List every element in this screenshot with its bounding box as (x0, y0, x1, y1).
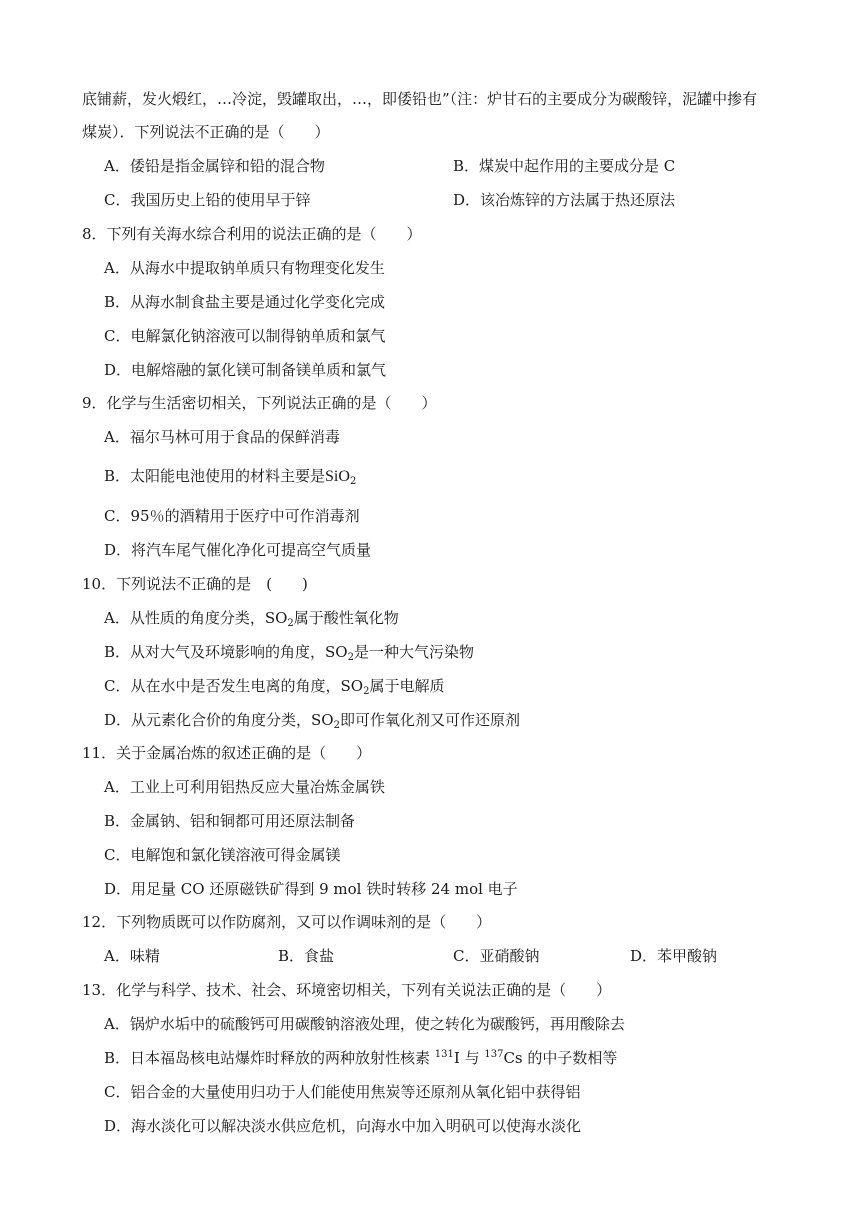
q13-option-b (104, 1048, 617, 1068)
q7-option-d: D．该冶炼锌的方法属于热还原法 (453, 191, 676, 209)
q11-option-a: A．工业上可利用铝热反应大量冶炼金属铁 (104, 778, 385, 796)
so2-subscript: 2 (333, 720, 340, 731)
q13-option-a: A．锅炉水垢中的硫酸钙可用碳酸钠溶液处理，使之转化为碳酸钙，再用酸除去 (104, 1015, 625, 1033)
q10-option-d (104, 710, 520, 730)
q9-option-b-text: B．太阳能电池使用的材料主要是 (104, 467, 326, 485)
q10-option-b (104, 642, 474, 662)
so2-subscript: 2 (347, 652, 354, 663)
q9-option-c: C．95％的酒精用于医疗中可作消毒剂 (104, 507, 360, 525)
q13-option-b-rest: Cs 的中子数相等 (503, 1049, 618, 1067)
q9-option-b (104, 466, 356, 486)
q7-option-c: C．我国历史上铅的使用早于锌 (104, 191, 311, 209)
q13-option-c: C．铝合金的大量使用归功于人们能使用焦炭等还原剂从氧化铝中获得铝 (104, 1083, 581, 1101)
q11-option-b: B．金属钠、铝和铜都可用还原法制备 (104, 812, 356, 830)
q10-option-a-rest: 属于酸性氧化物 (293, 609, 399, 627)
iodine-mass-number: 131 (434, 1049, 454, 1060)
q10-option-b-rest: 是一种大气污染物 (353, 643, 474, 661)
q10-option-d-rest: 即可作氧化剂又可作还原剂 (339, 711, 520, 729)
sio2-formula: SiO (325, 468, 350, 485)
q8-option-c: C．电解氯化钠溶液可以制得钠单质和氯气 (104, 327, 386, 345)
q11-option-d: D．用足量 CO 还原磁铁矿得到 9 mol 铁时转移 24 mol 电子 (104, 880, 518, 898)
sio2-subscript: 2 (349, 476, 357, 487)
so2-subscript: 2 (287, 618, 294, 629)
q8-option-d: D．电解熔融的氯化镁可制备镁单质和氯气 (104, 361, 387, 379)
q10-option-c (104, 676, 444, 696)
so2-subscript: 2 (363, 686, 370, 697)
q8-option-a: A．从海水中提取钠单质只有物理变化发生 (104, 259, 385, 277)
q10-option-c-rest: 属于电解质 (369, 677, 445, 695)
q11-option-c: C．电解饱和氯化镁溶液可得金属镁 (104, 846, 341, 864)
q9-option-d: D．将汽车尾气催化净化可提高空气质量 (104, 541, 372, 559)
q10-option-a-text: A．从性质的角度分类，SO (104, 609, 288, 627)
q13-stem: 13．化学与科学、技术、社会、环境密切相关，下列有关说法正确的是（ ） (82, 981, 612, 999)
q7-option-a: A．倭铅是指金属锌和铅的混合物 (104, 157, 325, 175)
q10-option-a (104, 608, 399, 628)
q13-option-b-mid: I 与 (453, 1049, 485, 1067)
q7-option-b: B．煤炭中起作用的主要成分是 C (453, 157, 676, 175)
q10-option-b-text: B．从对大气及环境影响的角度，SO (104, 643, 348, 661)
q7-stem-line1: 底铺薪，发火煅红，…冷淀，毁罐取出，…，即倭铅也”（注：炉甘石的主要成分为碳酸锌，泥罐中掺有 (82, 90, 758, 108)
cesium-mass-number: 137 (484, 1049, 504, 1060)
q8-stem: 8．下列有关海水综合利用的说法正确的是（ ） (82, 225, 422, 243)
q9-option-a: A．福尔马林可用于食品的保鲜消毒 (104, 428, 340, 446)
q7-stem-line2: 煤炭）．下列说法不正确的是（ ） (82, 123, 330, 141)
q11-stem: 11．关于金属冶炼的叙述正确的是（ ） (82, 744, 372, 762)
q12-option-b: B．食盐 (278, 947, 335, 965)
q12-option-a: A．味精 (104, 947, 160, 965)
q10-option-c-text: C．从在水中是否发生电离的角度，SO (104, 677, 364, 695)
q13-option-b-text: B．日本福岛核电站爆炸时释放的两种放射性核素 (104, 1049, 435, 1067)
q8-option-b: B．从海水制食盐主要是通过化学变化完成 (104, 293, 386, 311)
q10-stem: 10．下列说法不正确的是 ( ) (82, 575, 308, 593)
q9-stem: 9．化学与生活密切相关，下列说法正确的是（ ） (82, 394, 437, 412)
q12-option-d: D．苯甲酸钠 (630, 947, 718, 965)
q12-stem: 12．下列物质既可以作防腐剂，又可以作调味剂的是（ ） (82, 913, 492, 931)
q13-option-d: D．海水淡化可以解决淡水供应危机，向海水中加入明矾可以使海水淡化 (104, 1117, 582, 1135)
q12-option-c: C．亚硝酸钠 (453, 947, 540, 965)
q10-option-d-text: D．从元素化合价的角度分类，SO (104, 711, 334, 729)
